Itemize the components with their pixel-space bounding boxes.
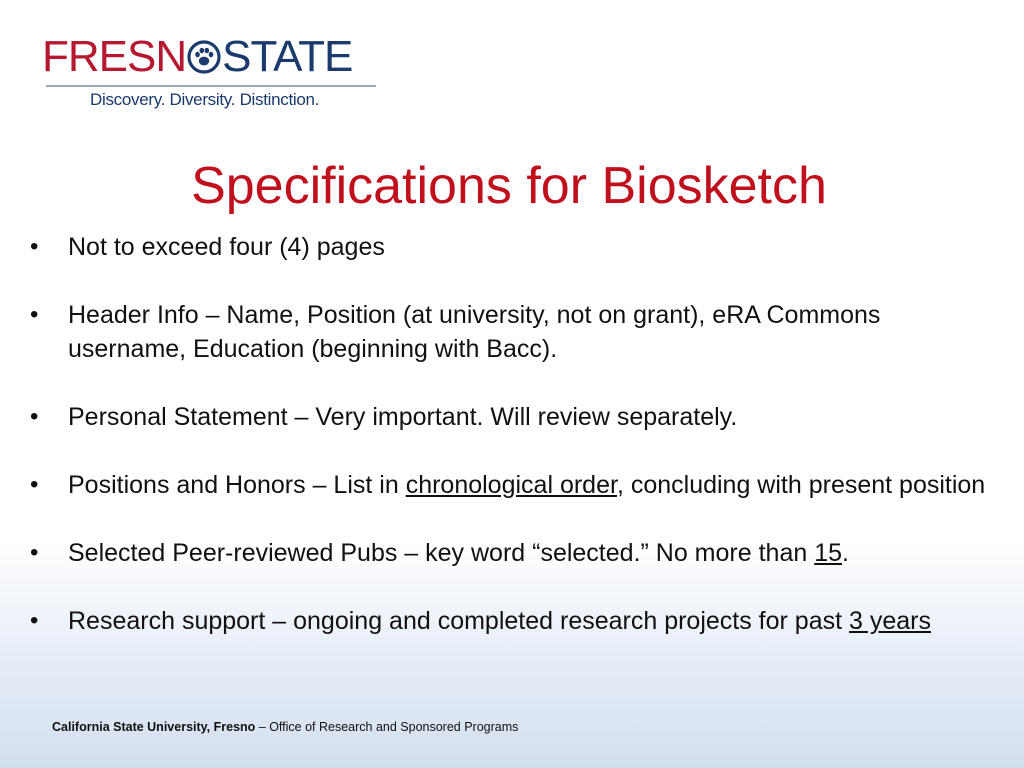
bullet-text: Personal Statement – Very important. Will review separately. xyxy=(68,403,738,431)
bullet-item xyxy=(30,230,990,264)
bullet-item xyxy=(30,400,990,434)
bullet-text: , concluding with present position xyxy=(616,471,986,499)
logo-word-fresn: FRESN xyxy=(42,32,187,81)
bullet-text: Header Info – Name, Position (at university, not on grant), eRA Commons username, Education (beginning with Bacc). xyxy=(68,301,881,363)
bullet-underlined-text: 15 xyxy=(814,539,843,567)
bullet-text: Selected Peer-reviewed Pubs – key word “selected.” No more than xyxy=(68,539,815,567)
logo-word-state: STATE xyxy=(222,32,353,81)
bullet-text: . xyxy=(842,539,849,567)
slide-title xyxy=(0,152,1024,220)
logo-wordmark xyxy=(42,34,352,80)
bullet-underlined-text: chronological order xyxy=(405,471,617,499)
logo-tagline: Discovery. Diversity. Distinction. xyxy=(90,90,320,109)
bullet-text: Positions and Honors – List in xyxy=(68,471,406,499)
footer xyxy=(52,720,518,734)
bullet-text: Not to exceed four (4) pages xyxy=(68,233,385,261)
bullet-list xyxy=(30,230,990,672)
footer-org: California State University, Fresno xyxy=(52,720,256,734)
logo-divider xyxy=(46,85,376,87)
bullet-text: Research support – ongoing and completed research projects for past xyxy=(68,607,850,635)
paw-icon xyxy=(187,40,221,74)
fresno-state-logo xyxy=(42,34,378,114)
bullet-item xyxy=(30,298,990,366)
bullet-underlined-text: 3 years xyxy=(849,607,931,635)
slide-title-text: Specifications for Biosketch xyxy=(191,157,827,215)
bullet-item xyxy=(30,468,990,502)
bullet-item xyxy=(30,604,990,638)
bullet-item xyxy=(30,536,990,570)
footer-office: – Office of Research and Sponsored Programs xyxy=(255,720,519,734)
